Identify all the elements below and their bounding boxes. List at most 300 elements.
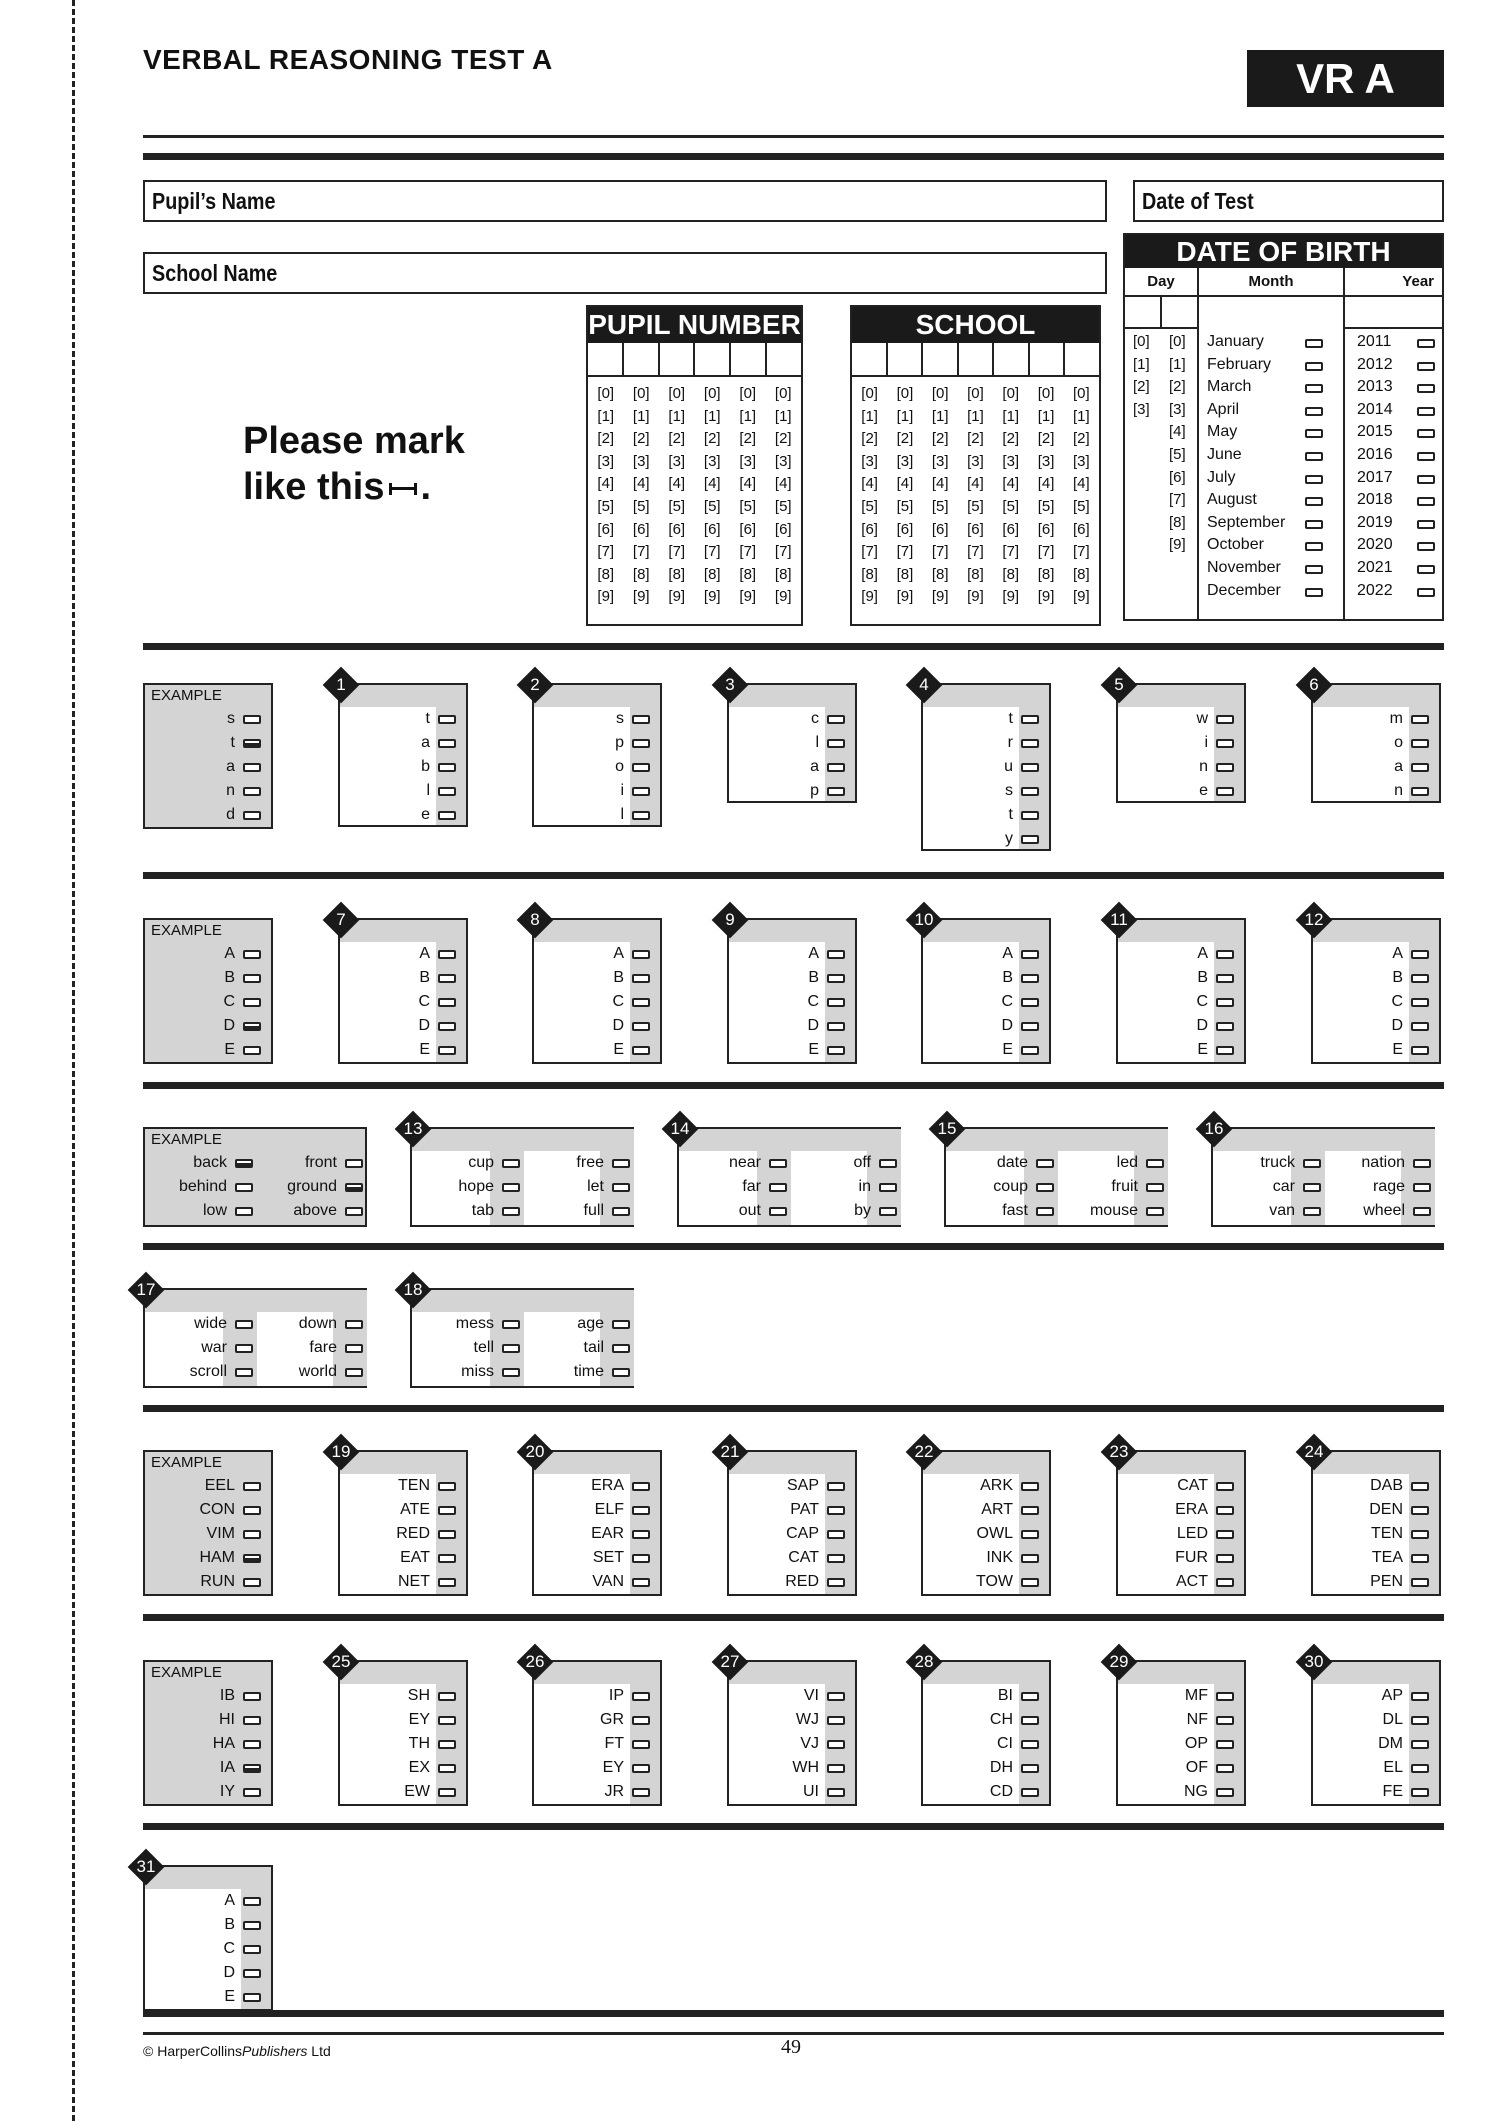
dob-day-units-option[interactable]: [8] <box>1169 513 1186 531</box>
school-number-digit-option[interactable]: [4] <box>931 475 949 493</box>
pupil-number-digit-option[interactable]: [6] <box>632 520 650 538</box>
school-number-digit-option[interactable]: [6] <box>931 520 949 538</box>
answer-box[interactable] <box>438 998 456 1007</box>
answer-box[interactable] <box>1021 1692 1039 1701</box>
answer-box[interactable] <box>1021 1740 1039 1749</box>
pupil-number-digit-option[interactable]: [3] <box>739 452 757 470</box>
dob-day-units-option[interactable]: [7] <box>1169 491 1186 509</box>
answer-box[interactable] <box>438 1764 456 1773</box>
pupil-number-digit-option[interactable]: [5] <box>774 497 792 515</box>
school-number-write-box[interactable] <box>923 343 959 375</box>
school-number-digit-option[interactable]: [1] <box>1002 407 1020 425</box>
dob-year-box[interactable] <box>1417 339 1435 348</box>
school-number-digit-option[interactable]: [4] <box>1072 475 1090 493</box>
school-number-digit-option[interactable]: [2] <box>967 430 984 448</box>
answer-box[interactable] <box>438 811 456 820</box>
answer-box[interactable] <box>502 1183 520 1192</box>
school-number-digit-option[interactable]: [1] <box>861 407 878 425</box>
answer-box[interactable] <box>1021 998 1039 1007</box>
answer-box[interactable] <box>1411 1554 1429 1563</box>
answer-box[interactable] <box>1413 1159 1431 1168</box>
school-name-field[interactable] <box>143 252 1107 294</box>
pupil-number-write-box[interactable] <box>767 343 801 375</box>
answer-box[interactable] <box>1411 1022 1429 1031</box>
school-number-digit-option[interactable]: [9] <box>931 588 949 606</box>
answer-box[interactable] <box>1411 787 1429 796</box>
school-number-digit-option[interactable]: [5] <box>1002 497 1020 515</box>
pupil-number-digit-option[interactable]: [9] <box>703 588 721 606</box>
dob-month-box[interactable] <box>1305 452 1323 461</box>
answer-box[interactable] <box>1413 1207 1431 1216</box>
school-number-digit-option[interactable]: [9] <box>1072 588 1090 606</box>
dob-day-units-option[interactable]: [1] <box>1169 355 1186 373</box>
pupil-number-digit-option[interactable]: [8] <box>703 565 721 583</box>
answer-box[interactable] <box>1036 1207 1054 1216</box>
answer-box[interactable] <box>1411 1764 1429 1773</box>
answer-box[interactable] <box>1021 974 1039 983</box>
answer-box[interactable] <box>612 1207 630 1216</box>
answer-box[interactable] <box>1146 1183 1164 1192</box>
answer-box[interactable] <box>1216 763 1234 772</box>
dob-day-units-option[interactable]: [3] <box>1169 400 1186 418</box>
school-number-digit-option[interactable]: [4] <box>1002 475 1020 493</box>
answer-box[interactable] <box>1021 1506 1039 1515</box>
answer-box[interactable] <box>827 787 845 796</box>
dob-year-box[interactable] <box>1417 475 1435 484</box>
pupil-number-digit-option[interactable]: [8] <box>632 565 650 583</box>
answer-box[interactable] <box>1216 1482 1234 1491</box>
answer-box[interactable] <box>438 715 456 724</box>
answer-box[interactable] <box>243 974 261 983</box>
pupil-number-digit-option[interactable]: [4] <box>597 475 615 493</box>
school-number-digit-option[interactable]: [5] <box>931 497 949 515</box>
school-number-digit-option[interactable]: [2] <box>1072 430 1090 448</box>
answer-box[interactable] <box>879 1159 897 1168</box>
dob-day-units-option[interactable]: [5] <box>1169 446 1186 463</box>
pupil-number-digit-option[interactable]: [0] <box>632 385 650 402</box>
dob-year-box[interactable] <box>1417 588 1435 597</box>
answer-box[interactable] <box>345 1320 363 1329</box>
school-number-write-box[interactable] <box>994 343 1030 375</box>
pupil-number-digit-option[interactable]: [5] <box>703 497 721 515</box>
school-number-digit-option[interactable]: [6] <box>861 520 878 538</box>
answer-box[interactable] <box>1146 1159 1164 1168</box>
pupil-number-digit-option[interactable]: [2] <box>597 430 615 448</box>
answer-box[interactable] <box>438 1506 456 1515</box>
pupil-number-digit-option[interactable]: [9] <box>668 588 686 606</box>
pupil-number-digit-option[interactable]: [7] <box>739 543 757 561</box>
dob-month-box[interactable] <box>1305 339 1323 348</box>
answer-box[interactable] <box>235 1207 253 1216</box>
answer-box[interactable] <box>502 1368 520 1377</box>
school-number-digit-option[interactable]: [5] <box>861 497 878 515</box>
pupil-number-digit-option[interactable]: [4] <box>632 475 650 493</box>
answer-box[interactable] <box>243 787 261 796</box>
answer-box[interactable] <box>827 1740 845 1749</box>
pupil-number-digit-option[interactable]: [9] <box>597 588 615 606</box>
pupil-number-digit-option[interactable]: [0] <box>739 385 757 402</box>
answer-box[interactable] <box>243 998 261 1007</box>
answer-box[interactable] <box>1216 1554 1234 1563</box>
dob-year-box[interactable] <box>1417 452 1435 461</box>
school-number-digit-option[interactable]: [3] <box>1072 452 1090 470</box>
answer-box[interactable] <box>632 763 650 772</box>
pupil-number-digit-option[interactable]: [8] <box>774 565 792 583</box>
answer-box[interactable] <box>1021 1716 1039 1725</box>
school-number-digit-option[interactable]: [7] <box>896 543 914 561</box>
answer-box[interactable] <box>1411 715 1429 724</box>
school-number-digit-option[interactable]: [3] <box>896 452 914 470</box>
answer-box[interactable] <box>1021 1482 1039 1491</box>
answer-box[interactable] <box>1216 739 1234 748</box>
answer-box[interactable] <box>438 1716 456 1725</box>
answer-box[interactable] <box>243 1969 261 1978</box>
pupil-number-digit-option[interactable]: [6] <box>703 520 721 538</box>
answer-box[interactable] <box>1021 835 1039 844</box>
pupil-number-digit-option[interactable]: [8] <box>597 565 615 583</box>
pupil-name-field[interactable] <box>143 180 1107 222</box>
pupil-number-digit-option[interactable]: [0] <box>703 385 721 402</box>
dob-day-units-option[interactable]: [0] <box>1169 333 1186 350</box>
answer-box[interactable] <box>243 1530 261 1539</box>
answer-box[interactable] <box>243 1897 261 1906</box>
answer-box[interactable] <box>827 1578 845 1587</box>
pupil-number-digit-option[interactable]: [2] <box>774 430 792 448</box>
answer-box[interactable] <box>1021 1022 1039 1031</box>
pupil-number-digit-option[interactable]: [2] <box>703 430 721 448</box>
answer-box[interactable] <box>438 739 456 748</box>
marked-answer-box[interactable] <box>243 1554 261 1563</box>
pupil-number-digit-option[interactable]: [8] <box>668 565 686 583</box>
answer-box[interactable] <box>632 1716 650 1725</box>
dob-year-box[interactable] <box>1417 542 1435 551</box>
answer-box[interactable] <box>1021 715 1039 724</box>
pupil-number-digit-option[interactable]: [5] <box>739 497 757 515</box>
answer-box[interactable] <box>438 1554 456 1563</box>
answer-box[interactable] <box>1216 1764 1234 1773</box>
answer-box[interactable] <box>1021 763 1039 772</box>
school-number-digit-option[interactable]: [0] <box>1002 385 1020 402</box>
pupil-number-digit-option[interactable]: [9] <box>739 588 757 606</box>
pupil-number-digit-option[interactable]: [5] <box>597 497 615 515</box>
school-number-write-box[interactable] <box>1030 343 1066 375</box>
answer-box[interactable] <box>438 1482 456 1491</box>
school-number-write-box[interactable] <box>852 343 888 375</box>
pupil-number-write-box[interactable] <box>695 343 731 375</box>
answer-box[interactable] <box>632 1740 650 1749</box>
answer-box[interactable] <box>632 739 650 748</box>
answer-box[interactable] <box>1411 1530 1429 1539</box>
pupil-number-digit-option[interactable]: [8] <box>739 565 757 583</box>
school-number-digit-option[interactable]: [9] <box>1002 588 1020 606</box>
answer-box[interactable] <box>1411 974 1429 983</box>
answer-box[interactable] <box>243 1921 261 1930</box>
school-number-digit-option[interactable]: [9] <box>967 588 984 606</box>
school-number-digit-option[interactable]: [2] <box>931 430 949 448</box>
answer-box[interactable] <box>502 1207 520 1216</box>
answer-box[interactable] <box>1036 1159 1054 1168</box>
answer-box[interactable] <box>827 1716 845 1725</box>
pupil-number-digit-option[interactable]: [7] <box>703 543 721 561</box>
school-number-digit-option[interactable]: [2] <box>1037 430 1055 448</box>
pupil-number-digit-option[interactable]: [6] <box>597 520 615 538</box>
marked-answer-box[interactable] <box>345 1183 363 1192</box>
answer-box[interactable] <box>632 1482 650 1491</box>
school-number-digit-option[interactable]: [5] <box>1037 497 1055 515</box>
dob-day-units-option[interactable]: [6] <box>1169 468 1186 486</box>
dob-month-box[interactable] <box>1305 475 1323 484</box>
answer-box[interactable] <box>769 1159 787 1168</box>
answer-box[interactable] <box>438 1530 456 1539</box>
answer-box[interactable] <box>235 1320 253 1329</box>
answer-box[interactable] <box>1216 1530 1234 1539</box>
answer-box[interactable] <box>1216 1692 1234 1701</box>
school-number-digit-option[interactable]: [7] <box>861 543 878 561</box>
answer-box[interactable] <box>827 950 845 959</box>
marked-answer-box[interactable] <box>235 1159 253 1168</box>
answer-box[interactable] <box>827 1530 845 1539</box>
dob-month-box[interactable] <box>1305 497 1323 506</box>
pupil-number-digit-option[interactable]: [9] <box>774 588 792 606</box>
school-number-digit-option[interactable]: [6] <box>896 520 914 538</box>
answer-box[interactable] <box>612 1159 630 1168</box>
answer-box[interactable] <box>1021 1530 1039 1539</box>
answer-box[interactable] <box>345 1207 363 1216</box>
answer-box[interactable] <box>438 1740 456 1749</box>
school-number-digit-option[interactable]: [3] <box>1037 452 1055 470</box>
dob-month-box[interactable] <box>1305 520 1323 529</box>
answer-box[interactable] <box>827 763 845 772</box>
pupil-number-write-box[interactable] <box>588 343 624 375</box>
answer-box[interactable] <box>438 1788 456 1797</box>
school-number-digit-option[interactable]: [2] <box>896 430 914 448</box>
school-number-digit-option[interactable]: [3] <box>967 452 984 470</box>
school-number-digit-option[interactable]: [8] <box>1072 565 1090 583</box>
answer-box[interactable] <box>632 715 650 724</box>
school-number-digit-option[interactable]: [4] <box>967 475 984 493</box>
pupil-number-digit-option[interactable]: [0] <box>597 385 615 402</box>
answer-box[interactable] <box>1411 1740 1429 1749</box>
answer-box[interactable] <box>1021 950 1039 959</box>
answer-box[interactable] <box>1216 1740 1234 1749</box>
school-number-digit-option[interactable]: [8] <box>1002 565 1020 583</box>
school-number-digit-option[interactable]: [7] <box>1002 543 1020 561</box>
answer-box[interactable] <box>1021 1046 1039 1055</box>
school-number-digit-option[interactable]: [2] <box>1002 430 1020 448</box>
dob-day-tens-option[interactable]: [2] <box>1133 378 1150 396</box>
answer-box[interactable] <box>827 739 845 748</box>
dob-day-units-option[interactable]: [2] <box>1169 378 1186 396</box>
dob-month-box[interactable] <box>1305 429 1323 438</box>
pupil-number-digit-option[interactable]: [7] <box>668 543 686 561</box>
answer-box[interactable] <box>1216 974 1234 983</box>
school-number-digit-option[interactable]: [0] <box>896 385 914 402</box>
pupil-number-digit-option[interactable]: [7] <box>632 543 650 561</box>
dob-year-box[interactable] <box>1417 497 1435 506</box>
answer-box[interactable] <box>612 1183 630 1192</box>
school-number-digit-option[interactable]: [6] <box>1002 520 1020 538</box>
answer-box[interactable] <box>1216 787 1234 796</box>
answer-box[interactable] <box>345 1368 363 1377</box>
school-number-digit-option[interactable]: [1] <box>1072 407 1090 425</box>
answer-box[interactable] <box>827 1554 845 1563</box>
answer-box[interactable] <box>827 1788 845 1797</box>
answer-box[interactable] <box>632 1530 650 1539</box>
school-number-digit-option[interactable]: [8] <box>967 565 984 583</box>
dob-year-box[interactable] <box>1417 362 1435 371</box>
answer-box[interactable] <box>1021 787 1039 796</box>
answer-box[interactable] <box>632 974 650 983</box>
answer-box[interactable] <box>243 1692 261 1701</box>
answer-box[interactable] <box>243 715 261 724</box>
answer-box[interactable] <box>1303 1207 1321 1216</box>
answer-box[interactable] <box>1216 1022 1234 1031</box>
answer-box[interactable] <box>632 1578 650 1587</box>
answer-box[interactable] <box>235 1368 253 1377</box>
dob-month-box[interactable] <box>1305 588 1323 597</box>
school-number-digit-option[interactable]: [5] <box>967 497 984 515</box>
pupil-number-digit-option[interactable]: [4] <box>703 475 721 493</box>
answer-box[interactable] <box>1216 715 1234 724</box>
pupil-number-digit-option[interactable]: [6] <box>774 520 792 538</box>
school-number-digit-option[interactable]: [7] <box>1037 543 1055 561</box>
answer-box[interactable] <box>1021 1788 1039 1797</box>
dob-month-box[interactable] <box>1305 362 1323 371</box>
marked-answer-box[interactable] <box>243 739 261 748</box>
answer-box[interactable] <box>1021 739 1039 748</box>
school-number-digit-option[interactable]: [0] <box>967 385 984 402</box>
school-number-digit-option[interactable]: [8] <box>931 565 949 583</box>
school-number-digit-option[interactable]: [9] <box>1037 588 1055 606</box>
dob-day-units-option[interactable]: [4] <box>1169 423 1186 441</box>
date-of-test-field[interactable] <box>1133 180 1444 222</box>
answer-box[interactable] <box>827 1046 845 1055</box>
answer-box[interactable] <box>632 1046 650 1055</box>
school-number-digit-option[interactable]: [6] <box>1072 520 1090 538</box>
dob-year-box[interactable] <box>1417 520 1435 529</box>
school-number-digit-option[interactable]: [7] <box>931 543 949 561</box>
answer-box[interactable] <box>1021 1764 1039 1773</box>
answer-box[interactable] <box>438 974 456 983</box>
pupil-number-digit-option[interactable]: [1] <box>739 407 757 425</box>
answer-box[interactable] <box>235 1344 253 1353</box>
school-number-digit-option[interactable]: [8] <box>861 565 878 583</box>
dob-day-tens-option[interactable]: [1] <box>1133 355 1150 373</box>
school-number-digit-option[interactable]: [4] <box>861 475 878 493</box>
school-number-digit-option[interactable]: [0] <box>1072 385 1090 402</box>
answer-box[interactable] <box>1413 1183 1431 1192</box>
pupil-number-digit-option[interactable]: [4] <box>739 475 757 493</box>
dob-month-box[interactable] <box>1305 565 1323 574</box>
school-number-digit-option[interactable]: [1] <box>931 407 949 425</box>
pupil-number-digit-option[interactable]: [3] <box>774 452 792 470</box>
answer-box[interactable] <box>632 1764 650 1773</box>
pupil-number-digit-option[interactable]: [0] <box>668 385 686 402</box>
answer-box[interactable] <box>827 1506 845 1515</box>
dob-year-box[interactable] <box>1417 429 1435 438</box>
pupil-number-digit-option[interactable]: [1] <box>668 407 686 425</box>
pupil-number-digit-option[interactable]: [3] <box>668 452 686 470</box>
school-number-digit-option[interactable]: [0] <box>861 385 878 402</box>
answer-box[interactable] <box>769 1207 787 1216</box>
school-number-write-box[interactable] <box>888 343 924 375</box>
answer-box[interactable] <box>632 787 650 796</box>
answer-box[interactable] <box>243 1945 261 1954</box>
answer-box[interactable] <box>1216 1716 1234 1725</box>
answer-box[interactable] <box>632 1554 650 1563</box>
answer-box[interactable] <box>612 1368 630 1377</box>
answer-box[interactable] <box>1216 998 1234 1007</box>
school-number-digit-option[interactable]: [3] <box>931 452 949 470</box>
answer-box[interactable] <box>879 1183 897 1192</box>
answer-box[interactable] <box>1411 739 1429 748</box>
pupil-number-digit-option[interactable]: [7] <box>774 543 792 561</box>
school-number-digit-option[interactable]: [5] <box>896 497 914 515</box>
pupil-number-digit-option[interactable]: [1] <box>703 407 721 425</box>
answer-box[interactable] <box>827 1692 845 1701</box>
answer-box[interactable] <box>1411 998 1429 1007</box>
pupil-number-digit-option[interactable]: [4] <box>774 475 792 493</box>
answer-box[interactable] <box>1411 763 1429 772</box>
school-number-write-box[interactable] <box>959 343 995 375</box>
pupil-number-write-box[interactable] <box>624 343 660 375</box>
pupil-number-digit-option[interactable]: [2] <box>668 430 686 448</box>
answer-box[interactable] <box>827 1482 845 1491</box>
answer-box[interactable] <box>1411 1716 1429 1725</box>
answer-box[interactable] <box>1411 1578 1429 1587</box>
dob-day-tens-option[interactable]: [0] <box>1133 333 1150 350</box>
answer-box[interactable] <box>827 998 845 1007</box>
pupil-number-digit-option[interactable]: [2] <box>632 430 650 448</box>
answer-box[interactable] <box>1411 1692 1429 1701</box>
answer-box[interactable] <box>243 1740 261 1749</box>
pupil-number-digit-option[interactable]: [6] <box>668 520 686 538</box>
dob-month-box[interactable] <box>1305 407 1323 416</box>
school-number-digit-option[interactable]: [0] <box>931 385 949 402</box>
answer-box[interactable] <box>1411 1506 1429 1515</box>
dob-day-tens-option[interactable]: [3] <box>1133 400 1150 418</box>
school-number-digit-option[interactable]: [6] <box>967 520 984 538</box>
answer-box[interactable] <box>235 1183 253 1192</box>
answer-box[interactable] <box>1411 950 1429 959</box>
answer-box[interactable] <box>502 1159 520 1168</box>
pupil-number-digit-option[interactable]: [6] <box>739 520 757 538</box>
marked-answer-box[interactable] <box>243 1764 261 1773</box>
answer-box[interactable] <box>769 1183 787 1192</box>
answer-box[interactable] <box>632 1022 650 1031</box>
pupil-number-digit-option[interactable]: [1] <box>774 407 792 425</box>
answer-box[interactable] <box>438 950 456 959</box>
answer-box[interactable] <box>243 763 261 772</box>
pupil-number-digit-option[interactable]: [3] <box>632 452 650 470</box>
answer-box[interactable] <box>1216 1506 1234 1515</box>
pupil-number-digit-option[interactable]: [4] <box>668 475 686 493</box>
answer-box[interactable] <box>1303 1183 1321 1192</box>
school-number-digit-option[interactable]: [0] <box>1037 385 1055 402</box>
answer-box[interactable] <box>1411 1788 1429 1797</box>
answer-box[interactable] <box>243 1578 261 1587</box>
pupil-number-write-box[interactable] <box>731 343 767 375</box>
answer-box[interactable] <box>1216 950 1234 959</box>
answer-box[interactable] <box>632 998 650 1007</box>
pupil-number-digit-option[interactable]: [0] <box>774 385 792 402</box>
answer-box[interactable] <box>1036 1183 1054 1192</box>
marked-answer-box[interactable] <box>243 1022 261 1031</box>
answer-box[interactable] <box>1411 1046 1429 1055</box>
answer-box[interactable] <box>632 811 650 820</box>
answer-box[interactable] <box>632 1692 650 1701</box>
answer-box[interactable] <box>612 1320 630 1329</box>
